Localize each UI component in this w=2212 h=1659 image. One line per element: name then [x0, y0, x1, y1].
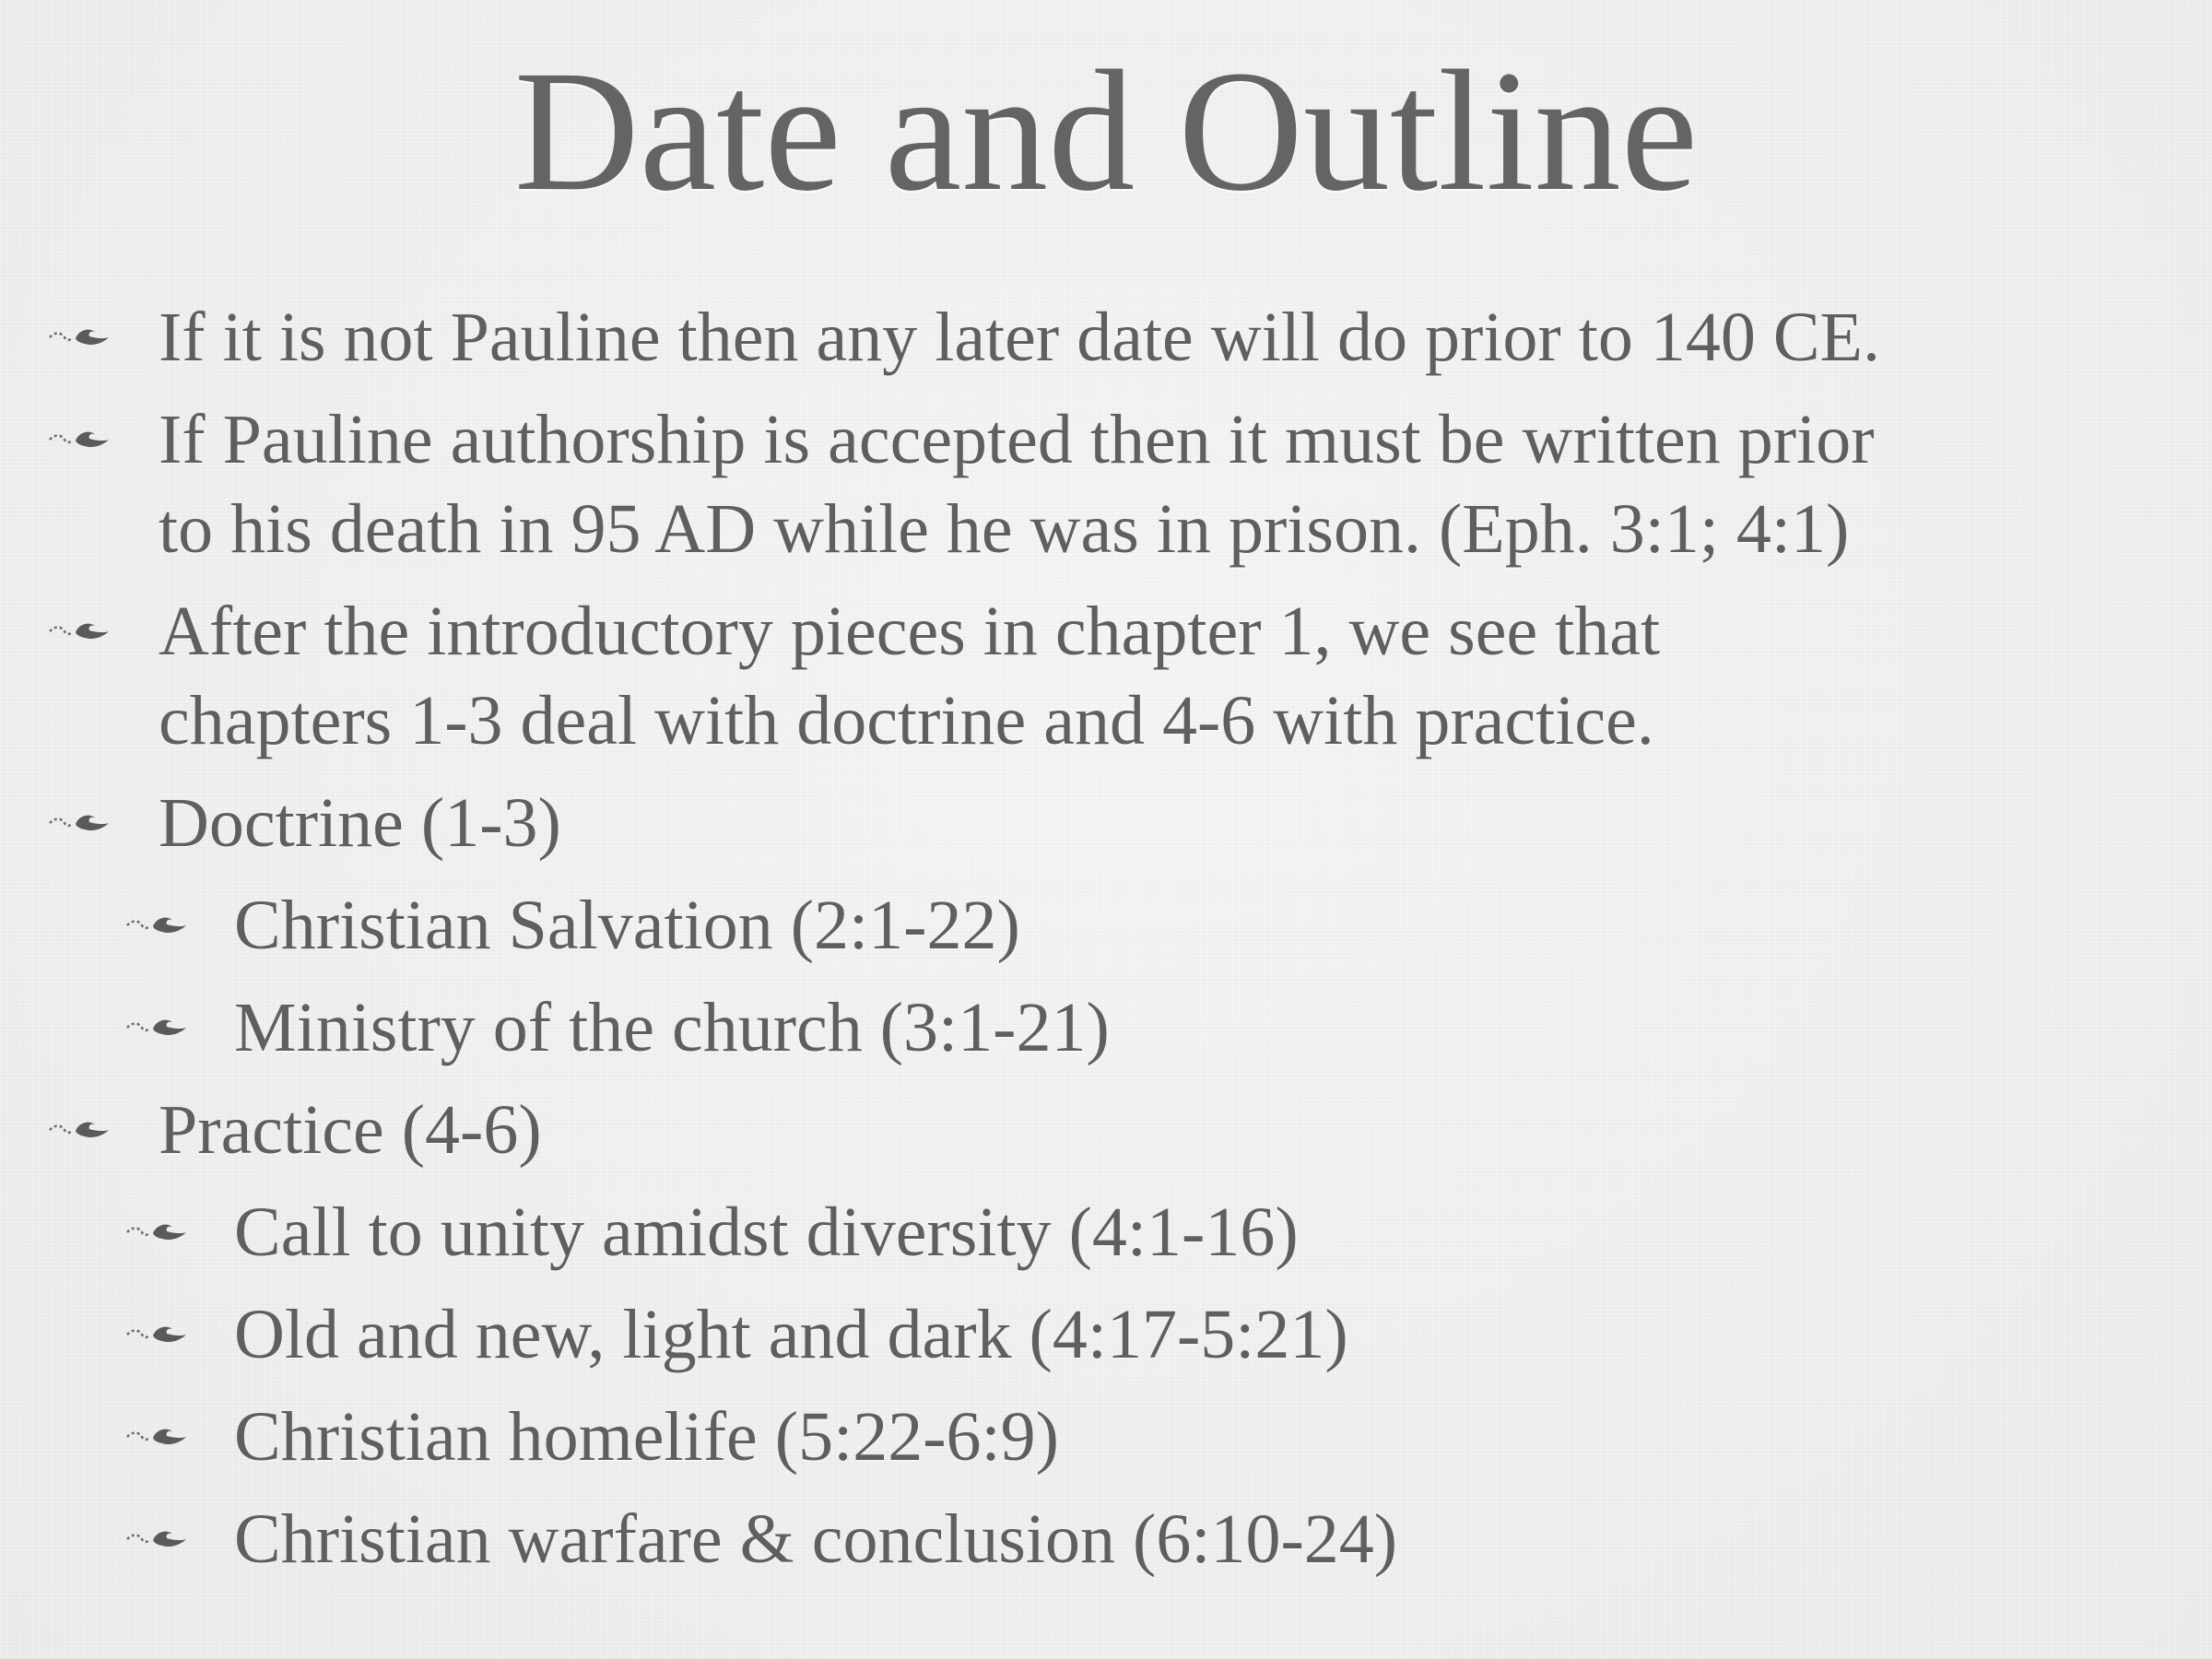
fleuron-bullet-icon [125, 1009, 190, 1046]
slide-title: Date and Outline [513, 34, 1699, 227]
bullet-line: After the introductory pieces in chapter 1, we see that [159, 593, 1661, 670]
sub-bullet-item [0, 1188, 2212, 1277]
bullet-item [0, 395, 2212, 574]
bullet-line: to his death in 95 AD while he was in prison. (Eph. 3:1; 4:1) [159, 490, 1850, 568]
fleuron-bullet-icon [125, 1316, 190, 1353]
fleuron-bullet-icon [125, 907, 190, 944]
bullet-line: chapters 1-3 deal with doctrine and 4-6 with practice. [159, 682, 1654, 759]
bullet-item [0, 779, 2212, 868]
bullet-line: If it is not Pauline then any later date will do prior to 140 CE. [159, 299, 1880, 376]
fleuron-bullet-icon [48, 319, 112, 356]
fleuron-bullet-icon [125, 1418, 190, 1455]
fleuron-bullet-icon [48, 805, 112, 841]
bullet-line: Christian homelife (5:22-6:9) [234, 1398, 1059, 1476]
fleuron-bullet-icon [48, 613, 112, 650]
sub-bullet-item [0, 1393, 2212, 1482]
sub-bullet-item [0, 881, 2212, 971]
bullet-item [0, 587, 2212, 766]
fleuron-bullet-icon [125, 1521, 190, 1558]
bullet-line: Christian Salvation (2:1-22) [234, 887, 1020, 964]
bullet-line: Christian warfare & conclusion (6:10-24) [234, 1500, 1398, 1578]
bullet-line: If Pauline authorship is accepted then it must be written prior [159, 401, 1875, 478]
bullet-line: Doctrine (1-3) [159, 784, 561, 862]
bullet-item [0, 293, 2212, 382]
bullet-list [0, 293, 2212, 1597]
sub-bullet-item [0, 1290, 2212, 1380]
bullet-line: Call to unity amidst diversity (4:1-16) [234, 1194, 1299, 1271]
sub-bullet-item [0, 1495, 2212, 1584]
fleuron-bullet-icon [125, 1214, 190, 1251]
fleuron-bullet-icon [48, 421, 112, 458]
bullet-line: Old and new, light and dark (4:17-5:21) [234, 1296, 1348, 1373]
bullet-line: Practice (4-6) [159, 1091, 542, 1169]
bullet-line: Ministry of the church (3:1-21) [234, 989, 1110, 1066]
sub-bullet-item [0, 983, 2212, 1073]
bullet-item [0, 1086, 2212, 1175]
fleuron-bullet-icon [48, 1112, 112, 1148]
